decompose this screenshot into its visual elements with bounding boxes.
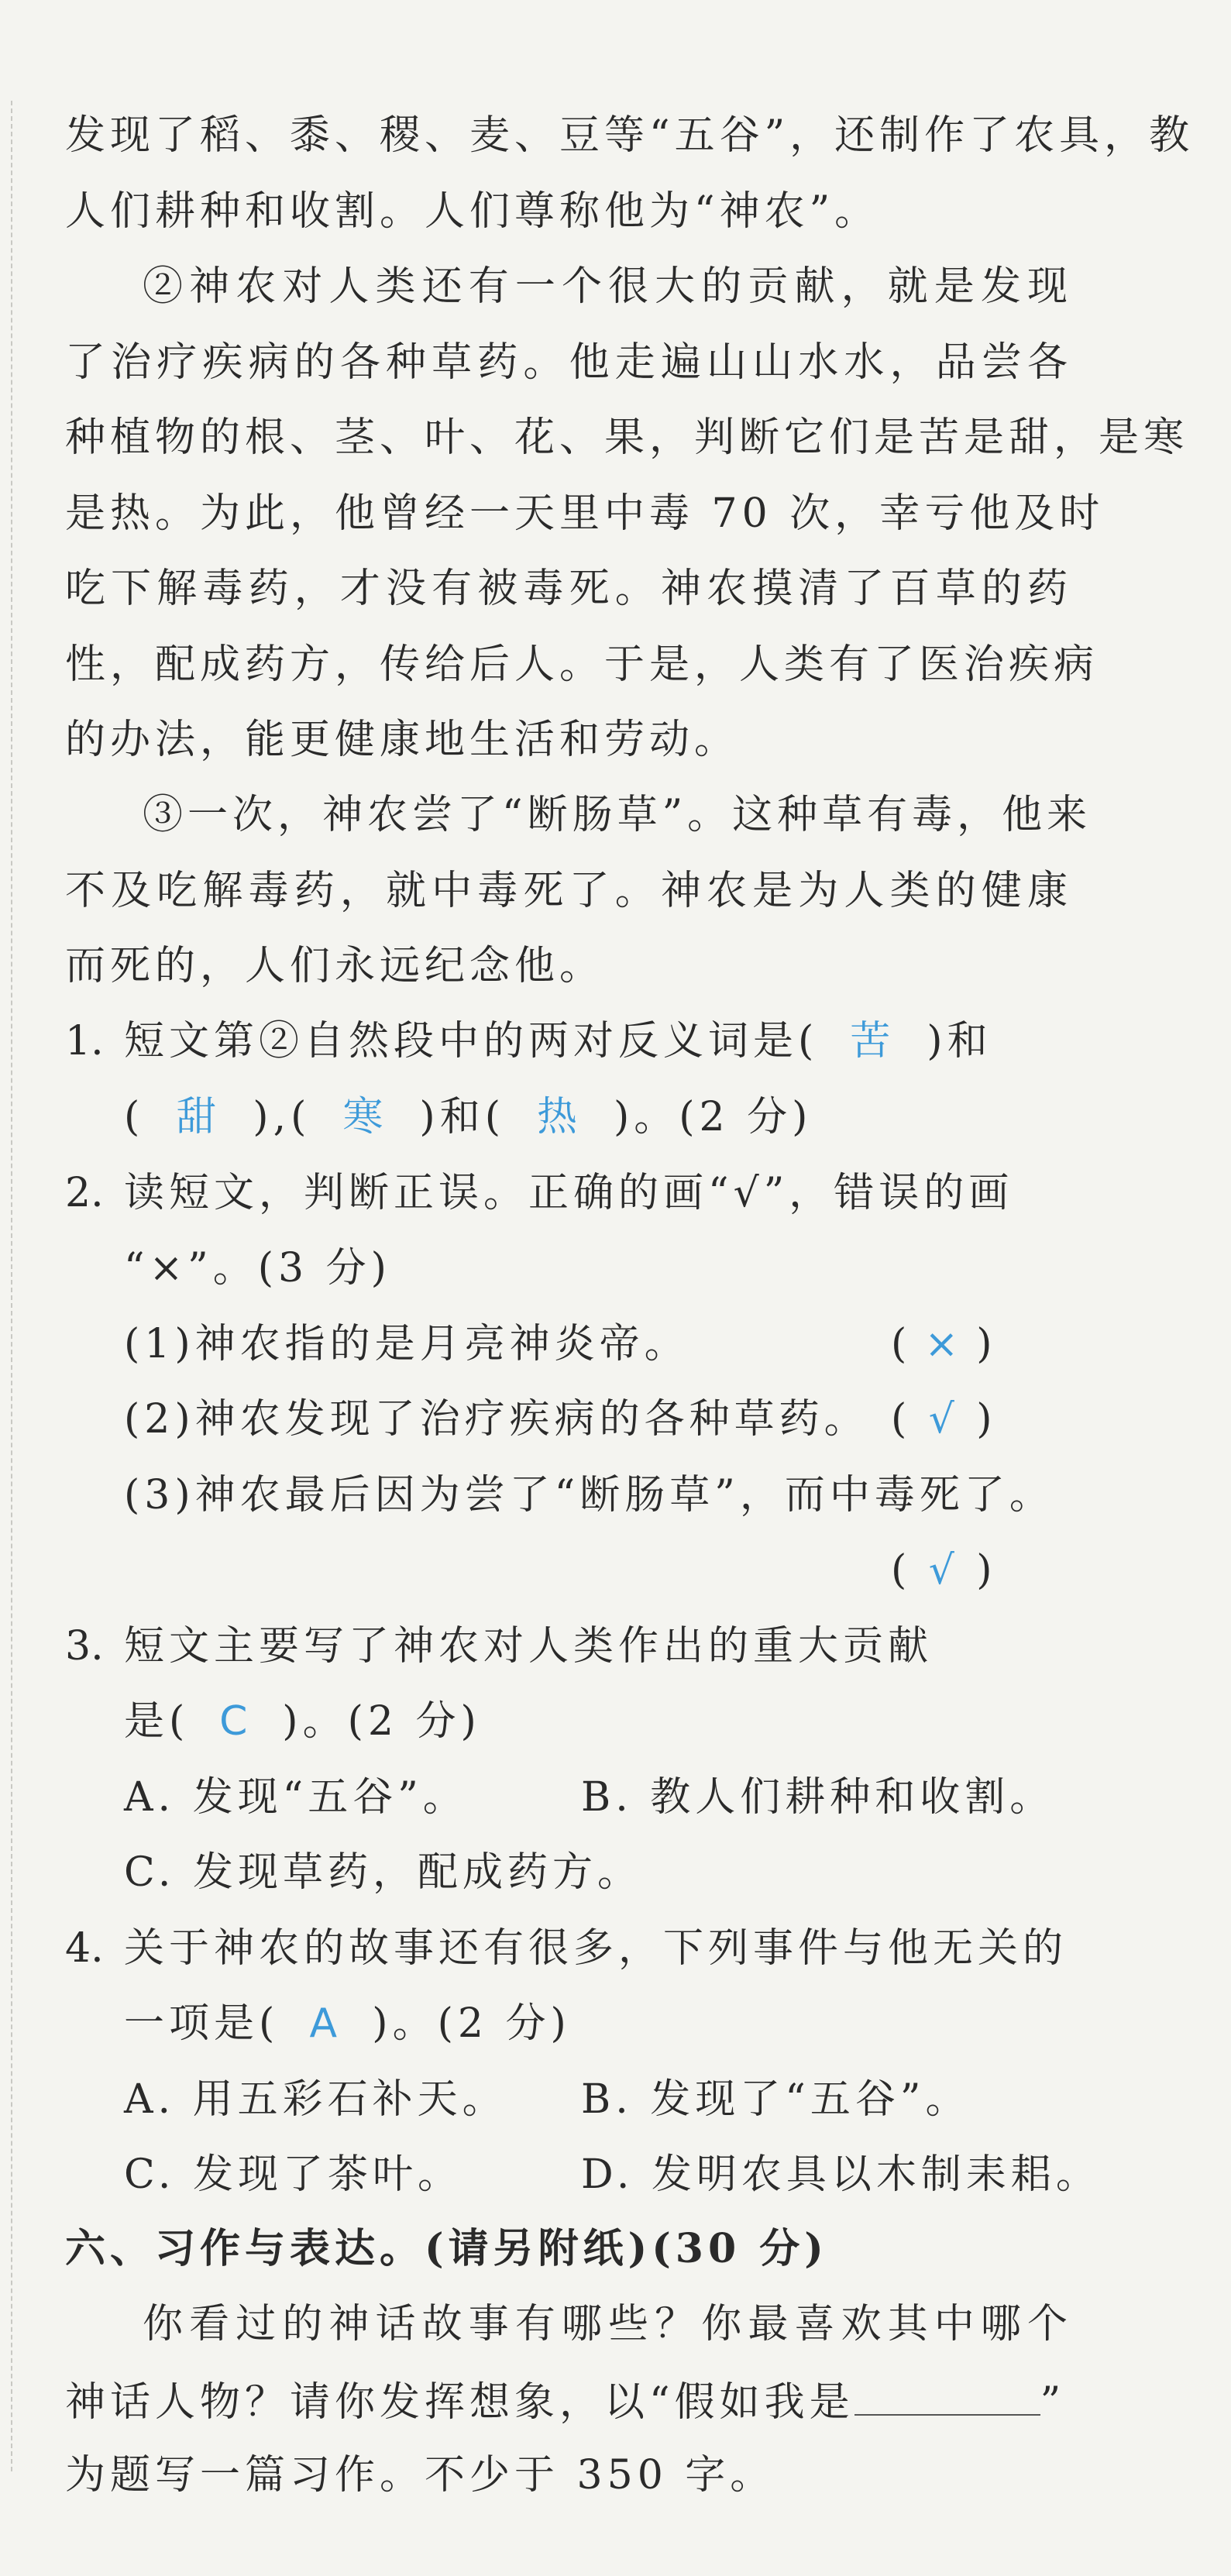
q4-text: 关于神农的故事还有很多，下列事件与他无关的 (124, 1925, 1068, 1972)
section-6-title: 六、习作与表达。(请另附纸)(30 分) (65, 2225, 828, 2272)
q3-option-a: A. 发现“五谷”。 (124, 1774, 468, 1821)
q2-item-1: (1)神农指的是月亮神炎帝。 (124, 1321, 689, 1367)
open-paren: ( (891, 1321, 907, 1367)
check-mark: √ (928, 1547, 954, 1594)
q4-line-2 (124, 2000, 571, 2047)
open-paren: ( (891, 1396, 907, 1443)
q2-item-1-answer (891, 1321, 992, 1367)
q1-line-2 (124, 1094, 812, 1140)
q2-item-2-answer (891, 1396, 992, 1443)
passage-line-6: 是热。为此，他曾经一天里中毒 70 次，幸亏他及时 (65, 490, 1105, 537)
q3-answer: C (219, 1698, 253, 1745)
q2-line-1 (65, 1170, 1013, 1216)
passage-line-1: 发现了稻、黍、稷、麦、豆等“五谷”，还制作了农具，教 (65, 112, 1195, 159)
q4-number: 4. (65, 1925, 104, 1972)
cross-mark: × (924, 1321, 959, 1367)
q4-option-b: B. 发现了“五谷”。 (581, 2076, 971, 2123)
q3-text: 短文主要写了神农对人类作出的重大贡献 (124, 1623, 934, 1670)
q3-score: )。(2 分) (282, 1698, 481, 1745)
q3-option-c: C. 发现草药，配成药方。 (124, 1849, 642, 1896)
passage-line-8: 性，配成药方，传给后人。于是，人类有了医治疾病 (65, 641, 1099, 688)
passage-line-9: 的办法，能更健康地生活和劳动。 (65, 717, 740, 763)
q2-line-2: “×”。(3 分) (124, 1245, 391, 1291)
q1-answer-3: 寒 (342, 1094, 388, 1140)
q2-item-3-answer (891, 1547, 992, 1594)
q1-text: 短文第②自然段中的两对反义词是( (124, 1018, 819, 1064)
binding-margin-line (11, 101, 12, 2471)
passage-line-3: ②神农对人类还有一个很大的贡献，就是发现 (143, 263, 1072, 310)
q2-item-2: (2)神农发现了治疗疾病的各种草药。 (124, 1396, 869, 1443)
q4-text-pre: 一项是( (124, 2000, 280, 2047)
close-paren: ) (976, 1321, 992, 1367)
section-6-text-post: ” (1040, 2379, 1066, 2426)
open-paren: ( (891, 1547, 907, 1594)
check-mark: √ (928, 1396, 954, 1443)
q1-text-and: )和 (927, 1018, 992, 1064)
q1-answer-2: 甜 (176, 1094, 222, 1140)
q4-score: )。(2 分) (372, 2000, 571, 2047)
q1-answer-1: 苦 (850, 1018, 896, 1064)
q1-and: )和( (419, 1094, 505, 1140)
q4-line-1 (65, 1925, 1068, 1972)
q4-option-a: A. 用五彩石补天。 (124, 2076, 507, 2123)
q2-item-3: (3)神农最后因为尝了“断肠草”，而中毒死了。 (124, 1472, 1054, 1518)
passage-line-5: 种植物的根、茎、叶、花、果，判断它们是苦是甜，是寒 (65, 414, 1189, 461)
q1-open-paren: ( (124, 1094, 145, 1140)
section-6-line-3: 为题写一篇习作。不少于 350 字。 (65, 2452, 775, 2499)
q1-answer-4: 热 (536, 1094, 582, 1140)
close-paren: ) (976, 1547, 992, 1594)
q3-line-1 (65, 1623, 933, 1670)
section-6-line-2 (65, 2377, 1065, 2426)
passage-line-10: ③一次，神农尝了“断肠草”。这种草有毒，他来 (143, 792, 1092, 838)
q2-number: 2. (65, 1170, 104, 1216)
q2-text: 读短文，判断正误。正确的画“√”，错误的画 (124, 1170, 1014, 1216)
passage-line-2: 人们耕种和收割。人们尊称他为“神农”。 (65, 188, 880, 235)
title-blank (854, 2377, 1040, 2416)
q3-number: 3. (65, 1623, 104, 1670)
q1-number: 1. (65, 1018, 104, 1064)
q3-option-b: B. 教人们耕种和收割。 (581, 1774, 1055, 1821)
q4-answer: A (309, 2000, 342, 2047)
passage-line-4: 了治疗疾病的各种草药。他走遍山山水水，品尝各 (65, 339, 1072, 386)
passage-line-12: 而死的，人们永远纪念他。 (65, 943, 605, 989)
q3-text-pre: 是( (124, 1698, 190, 1745)
q4-option-c: C. 发现了茶叶。 (124, 2151, 462, 2198)
section-6-text-pre: 神话人物？请你发挥想象，以“假如我是 (65, 2379, 854, 2426)
passage-line-11: 不及吃解毒药，就中毒死了。神农是为人类的健康 (65, 868, 1072, 914)
q1-separator: ),( (253, 1094, 311, 1140)
q4-option-d: D. 发明农具以木制耒耜。 (581, 2151, 1101, 2198)
q1-score: )。(2 分) (613, 1094, 813, 1140)
q3-line-2 (124, 1698, 481, 1745)
passage-line-7: 吃下解毒药，才没有被毒死。神农摸清了百草的药 (65, 566, 1072, 612)
close-paren: ) (976, 1396, 992, 1443)
q1-line-1 (65, 1018, 992, 1064)
section-6-line-1: 你看过的神话故事有哪些？你最喜欢其中哪个 (143, 2301, 1072, 2347)
